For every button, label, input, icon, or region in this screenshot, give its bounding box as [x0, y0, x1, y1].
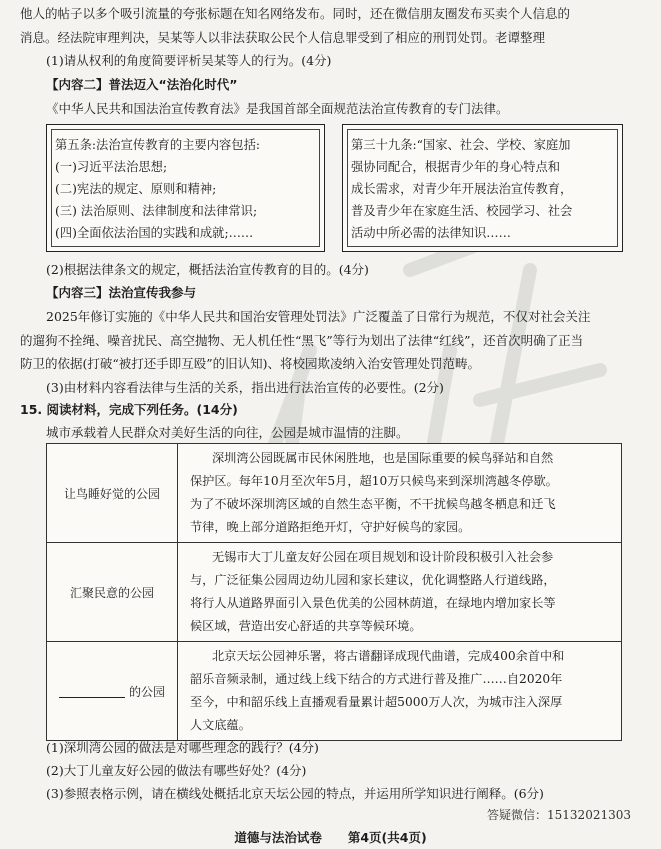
- park-description: [178, 543, 622, 642]
- park-desc-line: 深圳湾公园既属市民休闲胜地，也是国际重要的候鸟驿站和自然: [212, 451, 554, 465]
- article-39-line: 活动中所必需的法律知识……: [351, 226, 511, 240]
- table-row: [47, 444, 622, 543]
- article-39-line: 成长需求，对青少年开展法治宣传教育，: [351, 182, 573, 196]
- question-1: (1)请从权利的角度简要评析吴某等人的行为。(4分): [46, 53, 332, 68]
- intro-line-2: 消息。经法院审理判决，吴某等人以非法获取公民个人信息罪受到了相应的刑罚处罚。老谭整理: [20, 30, 546, 45]
- park-desc-line: 将行人从道路界面引入景色优美的公园林荫道，在绿地内增加家长等: [190, 596, 556, 610]
- article-39-line: 普及青少年在家庭生活、校园学习、社会: [351, 204, 573, 218]
- question-15-1: (1)深圳湾公园的做法是对哪些理念的践行？(4分): [46, 740, 319, 755]
- article-5-line: 第五条:法治宣传教育的主要内容包括:: [55, 138, 261, 152]
- content3-line-3: 防卫的依据(打破“被打还手即互殴”的旧认知)、将校园欺凌纳入治安管理处罚范畴。: [20, 356, 481, 371]
- park-desc-line: 保护区。每年10月至次年5月，超10万只候鸟来到深圳湾越冬停歇。: [190, 474, 558, 488]
- article-5-box: [46, 124, 325, 252]
- park-label: 的公园: [128, 684, 165, 699]
- park-description: [178, 444, 622, 543]
- article-39-box: [342, 124, 623, 252]
- park-desc-line: 北京天坛公园神乐署，将古谱翻译成现代曲谱，完成400余首中和: [212, 649, 565, 663]
- article-39-line: 第三十九条:“国家、社会、学校、家庭加: [351, 138, 571, 152]
- article-5-line: (三) 法治原则、法律制度和法律常识;: [55, 204, 258, 218]
- footer-subject: 道德与法治试卷: [234, 830, 322, 845]
- parks-table: [46, 443, 622, 741]
- question-15-title: 15. 阅读材料，完成下列任务。(14分): [20, 402, 238, 417]
- content3-line-2: 的遛狗不拴绳、噪音扰民、高空抛物、无人机任性“黑飞”等行为划出了法律“红线”，还首次明确了正当: [20, 333, 584, 348]
- content2-text: 《中华人民共和国法治宣传教育法》是我国首部全面规范法治宣传教育的专门法律。: [46, 101, 509, 116]
- question-3: (3)由材料内容看法律与生活的关系，指出进行法治宣传的必要性。(2分): [46, 380, 444, 395]
- park-desc-line: 人文底蕴。: [190, 718, 251, 732]
- park-desc-line: 与，广泛征集公园周边幼儿园和家长建议，优化调整路人行道线路，: [190, 573, 556, 587]
- intro-line-1: 他人的帖子以多个吸引流量的夸张标题在知名网络发布。同时，还在微信朋友圈发布买卖个人信息的: [20, 6, 571, 21]
- park-desc-line: 至今，中和韶乐线上直播观看量累计超5000万人次，为城市注入深厚: [190, 695, 563, 709]
- question-2: (2)根据法律条文的规定，概括法治宣传教育的目的。(4分): [46, 262, 369, 277]
- contact-info: 答疑微信：15132021303: [487, 808, 631, 822]
- article-5-line: (一)习近平法治思想;: [55, 160, 168, 174]
- article-5-line: (二)宪法的规定、原则和精神;: [55, 182, 217, 196]
- park-description: [178, 642, 622, 741]
- park-label-cell: [47, 642, 178, 741]
- content2-title: 【内容二】普法迈入“法治化时代”: [46, 77, 238, 92]
- content3-title: 【内容三】法治宣传我参与: [46, 285, 197, 300]
- article-5-line: (四)全面依法治国的实践和成就;……: [55, 226, 254, 240]
- park-desc-line: 节律，晚上部分道路拒绝开灯，守护好候鸟的家园。: [190, 520, 471, 534]
- park-label: 汇聚民意的公园: [47, 543, 178, 642]
- table-row: [47, 543, 622, 642]
- page-footer: [0, 828, 661, 846]
- article-39-line: 强协同配合，根据青少年的身心特点和: [351, 160, 561, 174]
- park-desc-line: 候区域，营造出安心舒适的共享等候环境。: [190, 619, 422, 633]
- question-15-3: (3)参照表格示例，请在横线处概括北京天坛公园的特点，并运用所学知识进行阐释。(6分): [46, 786, 544, 801]
- footer-page-number: 第4页(共4页): [347, 830, 427, 845]
- question-15-intro: 城市承载着人民群众对美好生活的向往，公园是城市温情的注脚。: [46, 425, 409, 440]
- park-desc-line: 无锡市大丁儿童友好公园在项目规划和设计阶段积极引入社会参: [212, 550, 554, 564]
- question-15-2: (2)大丁儿童友好公园的做法有哪些好处？(4分): [46, 763, 307, 778]
- answer-blank[interactable]: [59, 685, 125, 698]
- table-row: [47, 642, 622, 741]
- park-label: 让鸟睡好觉的公园: [47, 444, 178, 543]
- content3-line-1: 2025年修订实施的《中华人民共和国治安管理处罚法》广泛覆盖了日常行为规范，不仅对社会关注: [46, 309, 591, 324]
- park-desc-line: 为了不破坏深圳湾区域的自然生态平衡，不干扰候鸟越冬栖息和迁飞: [190, 497, 556, 511]
- park-desc-line: 韶乐音频录制，通过线上线下结合的方式进行普及推广……自2020年: [190, 672, 563, 686]
